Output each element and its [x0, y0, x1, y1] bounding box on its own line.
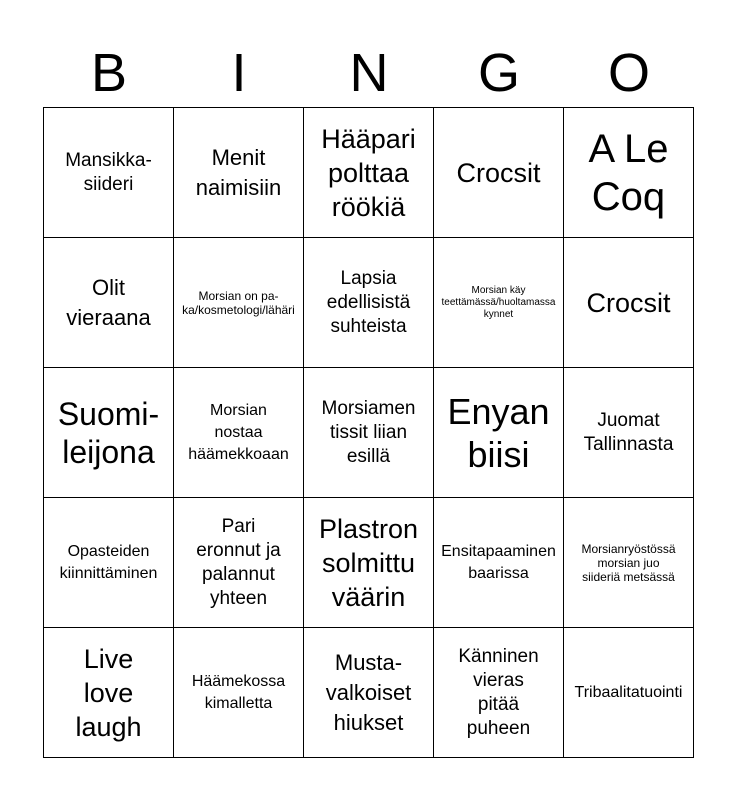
bingo-cell[interactable]	[434, 368, 564, 498]
bingo-cell[interactable]	[304, 368, 434, 498]
cell-text: Morsian käy teettämässä/huoltamassa kynnet	[441, 284, 556, 320]
bingo-cell[interactable]	[564, 628, 694, 758]
cell-text: Olit vieraana	[66, 274, 151, 330]
bingo-cell[interactable]	[564, 108, 694, 238]
bingo-cell[interactable]	[174, 238, 304, 368]
bingo-cell[interactable]	[44, 498, 174, 628]
cell-text: Känninen vieras pitää puheen	[458, 645, 539, 739]
bingo-cell[interactable]	[564, 238, 694, 368]
cell-text: Mansikka- siideri	[65, 149, 152, 195]
cell-text: Morsianryöstössä morsian juo siideriä metsässä	[581, 541, 676, 584]
header-letter-n: N	[349, 43, 389, 103]
cell-text: Live love laugh	[75, 643, 142, 742]
cell-text: Juomat Tallinnasta	[583, 409, 674, 455]
header-letter-o: O	[607, 43, 650, 103]
bingo-cell[interactable]	[434, 628, 564, 758]
cell-text: Suomi- leijona	[57, 395, 160, 470]
cell-text: Pari eronnut ja palannut yhteen	[196, 515, 281, 609]
bingo-cell[interactable]	[44, 108, 174, 238]
bingo-cell[interactable]	[564, 368, 694, 498]
bingo-cell[interactable]	[304, 108, 434, 238]
cell-text: Ensitapaaminen baarissa	[441, 542, 556, 582]
bingo-cell[interactable]	[174, 368, 304, 498]
header-letter-g: G	[477, 43, 520, 103]
bingo-cell[interactable]	[304, 628, 434, 758]
bingo-cell[interactable]	[174, 108, 304, 238]
header-letter-b: B	[90, 43, 128, 103]
cell-text: Morsian on pa- ka/kosmetologi/lähäri	[182, 288, 295, 317]
cell-text: Morsiamen tissit liian esillä	[321, 397, 416, 467]
cell-text: Musta- valkoiset hiukset	[325, 649, 412, 735]
cell-text: Crocsit	[586, 287, 671, 318]
bingo-cell[interactable]	[304, 498, 434, 628]
bingo-cell[interactable]	[44, 368, 174, 498]
bingo-cell[interactable]	[434, 108, 564, 238]
cell-text: Crocsit	[456, 157, 541, 188]
bingo-cell[interactable]	[304, 238, 434, 368]
cell-text: Hääpari polttaa röökiä	[321, 123, 416, 222]
cell-text: Lapsia edellisistä suhteista	[326, 267, 411, 337]
cell-text: Enyan biisi	[447, 390, 550, 475]
cell-text: Opasteiden kiinnittäminen	[59, 542, 158, 582]
bingo-header	[44, 40, 694, 106]
bingo-cell[interactable]	[174, 628, 304, 758]
bingo-cell[interactable]	[564, 498, 694, 628]
bingo-cell[interactable]	[44, 238, 174, 368]
cell-text: Tribaalitatuointi	[574, 683, 683, 701]
bingo-grid	[43, 107, 694, 758]
bingo-cell[interactable]	[434, 498, 564, 628]
cell-text: A Le Coq	[588, 126, 669, 219]
cell-text: Morsian nostaa häämekkoaan	[188, 401, 289, 463]
cell-text: Menit naimisiin	[195, 144, 282, 200]
header-letter-i: I	[231, 43, 247, 103]
cell-text: Plastron solmittu väärin	[318, 513, 419, 612]
cell-text: Häämekossa kimalletta	[191, 672, 286, 712]
bingo-cell[interactable]	[434, 238, 564, 368]
bingo-cell[interactable]	[174, 498, 304, 628]
bingo-cell[interactable]	[44, 628, 174, 758]
